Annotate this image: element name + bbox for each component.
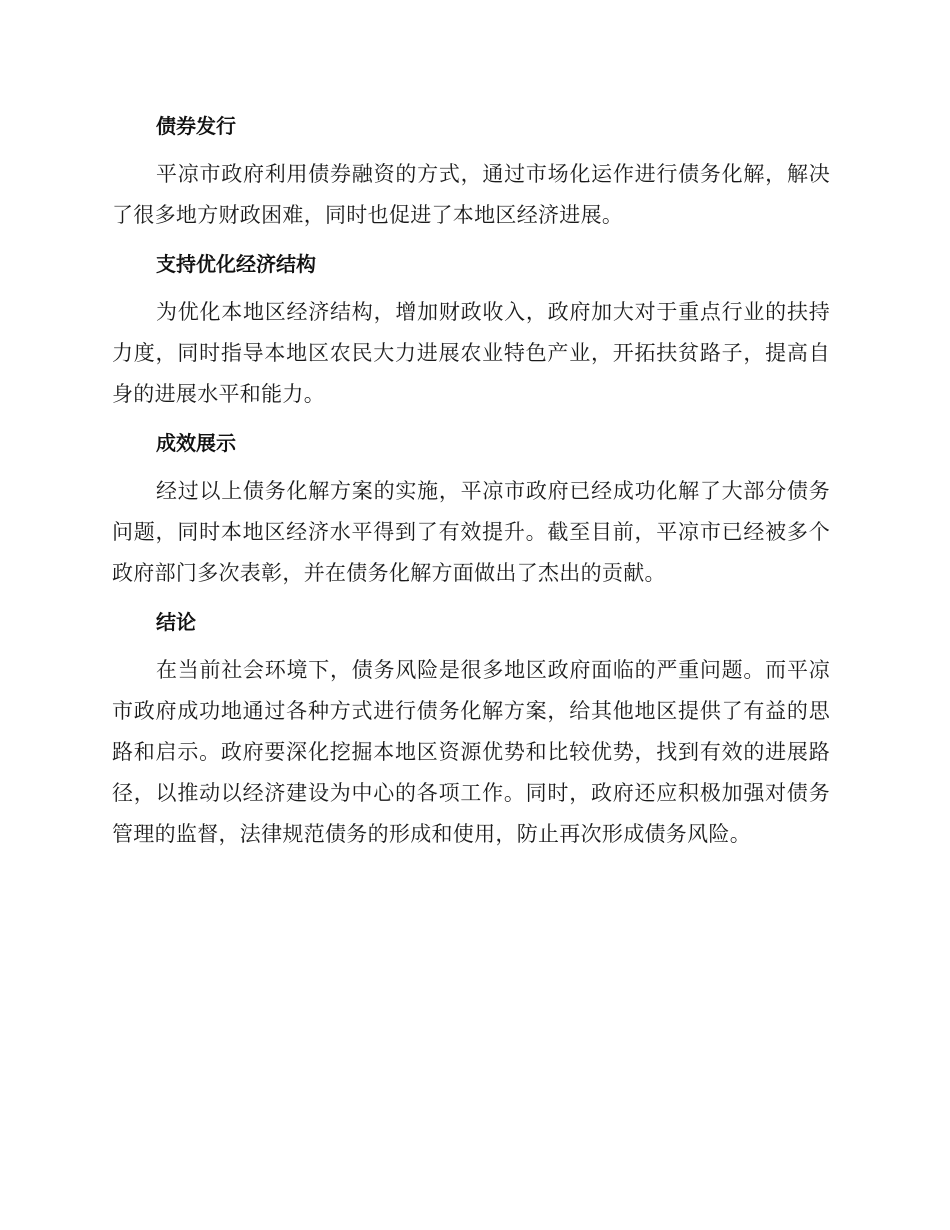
section-economic-structure <box>112 246 830 415</box>
section-heading: 结论 <box>156 610 196 634</box>
section-bond-issuance <box>112 108 830 236</box>
section-paragraph: 经过以上债务化解方案的实施，平凉市政府已经成功化解了大部分债务问题，同时本地区经济水平得到了有效提升。截至目前，平凉市已经被多个政府部门多次表彰，并在债务化解方面做出了杰出的贡献。 <box>112 479 830 585</box>
section-paragraph: 在当前社会环境下，债务风险是很多地区政府面临的严重问题。而平凉市政府成功地通过各种方式进行债务化解方案，给其他地区提供了有益的思路和启示。政府要深化挖掘本地区资源优势和比较优势，找到有效的进展路径，以推动以经济建设为中心的各项工作。同时，政府还应积极加强对债务管理的监督，法律规范债务的形成和使用，防止再次形成债务风险。 <box>112 658 830 846</box>
section-paragraph: 平凉市政府利用债券融资的方式，通过市场化运作进行债务化解，解决了很多地方财政困难，同时也促进了本地区经济进展。 <box>112 162 830 227</box>
section-heading: 成效展示 <box>156 431 236 455</box>
document-page <box>112 108 830 865</box>
section-results <box>112 425 830 594</box>
section-heading: 支持优化经济结构 <box>156 252 316 276</box>
section-paragraph: 为优化本地区经济结构，增加财政收入，政府加大对于重点行业的扶持力度，同时指导本地区农民大力进展农业特色产业，开拓扶贫路子，提高自身的进展水平和能力。 <box>112 300 830 406</box>
section-conclusion <box>112 604 830 855</box>
section-heading: 债券发行 <box>156 114 236 138</box>
